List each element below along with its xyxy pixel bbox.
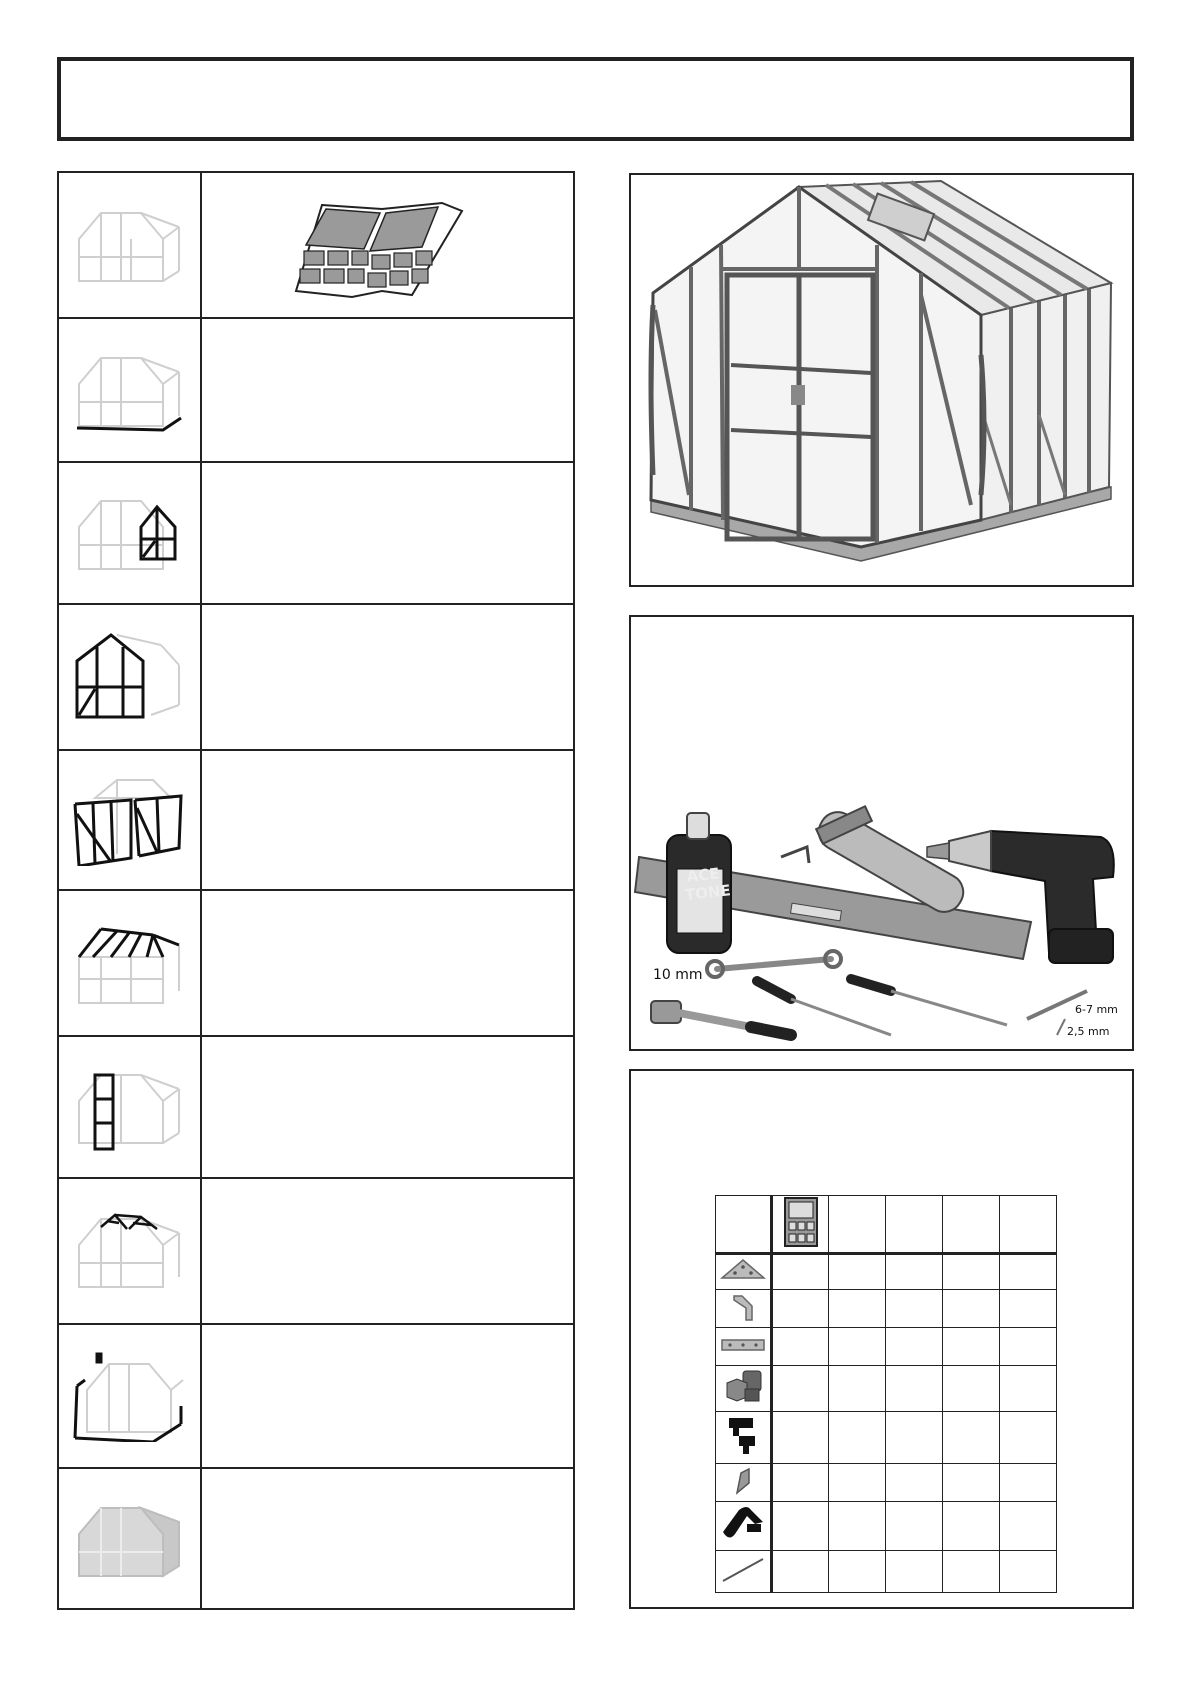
nuts-bolts-cell	[716, 1366, 772, 1412]
table-row	[716, 1328, 1057, 1366]
table-header-row	[716, 1196, 1057, 1254]
flat-plate-cell	[716, 1328, 772, 1366]
greenhouse-front-gable-icon	[71, 631, 186, 723]
step-content	[202, 1325, 573, 1467]
table-cell	[886, 1290, 943, 1328]
step-content	[202, 1037, 573, 1177]
wire-clip-icon	[719, 1555, 767, 1585]
table-cell	[943, 1502, 1000, 1551]
bottle-label-line1: ACE	[685, 864, 721, 886]
table-cell	[772, 1328, 829, 1366]
angle-bracket-cell	[716, 1290, 772, 1328]
page-title-box	[57, 57, 1134, 141]
table-cell	[829, 1254, 886, 1290]
table-cell	[886, 1254, 943, 1290]
step-door	[59, 1037, 573, 1179]
table-cell	[886, 1551, 943, 1593]
nut-bolt-icon	[721, 1367, 765, 1407]
step-thumbnail	[59, 319, 202, 461]
step-content	[202, 319, 573, 461]
table-cell	[772, 1551, 829, 1593]
step-thumbnail	[59, 605, 202, 749]
table-cell	[772, 1254, 829, 1290]
table-cell	[886, 1328, 943, 1366]
tools-illustration	[631, 617, 1132, 1049]
spring-clips-cell	[716, 1502, 772, 1551]
corner-plate-icon	[720, 1258, 766, 1282]
spring-clip-icon	[717, 1502, 769, 1546]
step-content	[202, 605, 573, 749]
table-cell	[829, 1502, 886, 1551]
table-cell	[829, 1328, 886, 1366]
table-header-cell	[886, 1196, 943, 1254]
table-cell	[772, 1502, 829, 1551]
bolt-clips-cell	[716, 1412, 772, 1464]
step-thumbnail	[59, 1179, 202, 1323]
table-row	[716, 1502, 1057, 1551]
greenhouse-illustration	[631, 175, 1132, 585]
step-content	[202, 751, 573, 889]
assembly-steps-column	[57, 171, 575, 1610]
table-corner-cell	[716, 1196, 772, 1254]
step-base	[59, 319, 573, 463]
step-thumbnail	[59, 173, 202, 317]
flat-plate-icon	[720, 1337, 766, 1353]
table-cell	[829, 1412, 886, 1464]
table-cell	[829, 1290, 886, 1328]
table-cell	[886, 1412, 943, 1464]
wire-clips-cell	[716, 1551, 772, 1593]
corner-plate-cell	[716, 1254, 772, 1290]
step-content	[202, 1179, 573, 1323]
greenhouse-gutters-icon	[71, 1350, 186, 1442]
drill-bit-large-label: 6-7 mm	[1075, 1003, 1118, 1016]
drill-bit-small-label: 2,5 mm	[1067, 1025, 1110, 1038]
table-row	[716, 1412, 1057, 1464]
step-content	[202, 463, 573, 603]
table-cell	[1000, 1412, 1057, 1464]
table-cell	[772, 1412, 829, 1464]
step-thumbnail	[59, 751, 202, 889]
angle-bracket-icon	[728, 1292, 758, 1322]
table-cell	[772, 1464, 829, 1502]
table-header-cell	[772, 1196, 829, 1254]
glazing-clips-cell	[716, 1464, 772, 1502]
greenhouse-back-gable-icon	[71, 487, 186, 579]
table-header-cell	[943, 1196, 1000, 1254]
table-cell	[1000, 1366, 1057, 1412]
table-cell	[886, 1464, 943, 1502]
table-row	[716, 1464, 1057, 1502]
greenhouse-roof-icon	[71, 917, 186, 1009]
bottle-label-line2: TONE	[684, 881, 732, 904]
table-cell	[772, 1290, 829, 1328]
wrench-size-label: 10 mm	[653, 967, 703, 983]
table-cell	[1000, 1290, 1057, 1328]
table-header-cell	[829, 1196, 886, 1254]
table-cell	[1000, 1254, 1057, 1290]
bolt-clip-icon	[725, 1414, 761, 1458]
table-row	[716, 1551, 1057, 1593]
model-card-icon	[783, 1196, 819, 1248]
table-cell	[886, 1502, 943, 1551]
table-cell	[1000, 1502, 1057, 1551]
step-thumbnail	[59, 1325, 202, 1467]
step-gutters	[59, 1325, 573, 1469]
step-thumbnail	[59, 1469, 202, 1610]
step-thumbnail	[59, 1037, 202, 1177]
manual-booklet-icon	[292, 199, 472, 299]
step-front-gable	[59, 605, 573, 751]
bottle-label	[682, 864, 732, 904]
step-content	[202, 891, 573, 1035]
table-cell	[1000, 1464, 1057, 1502]
table-cell	[829, 1464, 886, 1502]
step-thumbnail	[59, 463, 202, 603]
table-cell	[1000, 1328, 1057, 1366]
table-cell	[943, 1464, 1000, 1502]
step-roof-frame	[59, 891, 573, 1037]
greenhouse-door-icon	[71, 1061, 186, 1153]
table-cell	[829, 1366, 886, 1412]
table-cell	[943, 1366, 1000, 1412]
greenhouse-vents-icon	[71, 1205, 186, 1297]
table-cell	[886, 1366, 943, 1412]
step-roof-windows	[59, 1179, 573, 1325]
step-back-gable	[59, 463, 573, 605]
table-cell	[943, 1328, 1000, 1366]
step-content	[202, 173, 573, 317]
greenhouse-thumbnail-icon	[71, 199, 186, 291]
step-thumbnail	[59, 891, 202, 1035]
glazing-clip-icon	[731, 1465, 755, 1497]
table-cell	[943, 1412, 1000, 1464]
table-row	[716, 1290, 1057, 1328]
step-content	[202, 1469, 573, 1610]
table-row	[716, 1254, 1057, 1290]
table-cell	[943, 1551, 1000, 1593]
greenhouse-overview-panel	[629, 173, 1134, 587]
step-instructions	[59, 173, 573, 319]
step-glazing	[59, 1469, 573, 1610]
table-cell	[829, 1551, 886, 1593]
greenhouse-glazed-icon	[71, 1494, 186, 1586]
parts-count-table	[715, 1195, 1057, 1593]
table-cell	[772, 1366, 829, 1412]
table-cell	[1000, 1551, 1057, 1593]
greenhouse-side-walls-icon	[71, 774, 186, 866]
step-side-walls	[59, 751, 573, 891]
table-header-cell	[1000, 1196, 1057, 1254]
table-row	[716, 1366, 1057, 1412]
table-cell	[943, 1254, 1000, 1290]
table-cell	[943, 1290, 1000, 1328]
tools-panel	[629, 615, 1134, 1051]
greenhouse-base-icon	[71, 344, 186, 436]
